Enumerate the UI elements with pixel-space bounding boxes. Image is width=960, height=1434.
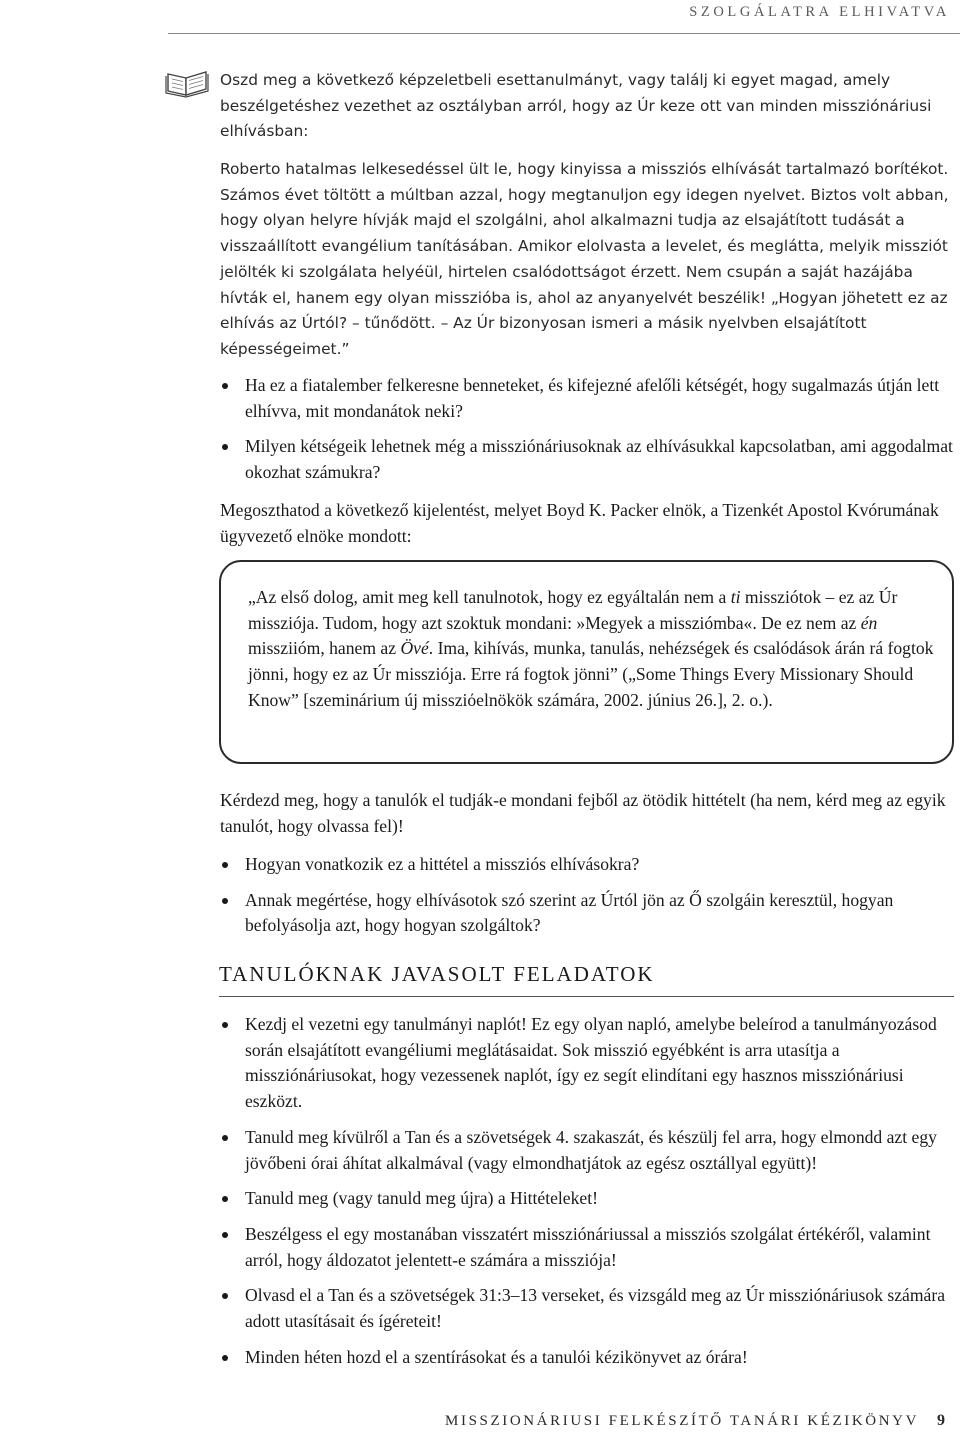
list-item: Ha ez a fiatalember felkeresne benneteket, és kifejezné afelőli kétségét, hogy sugalmazás útján lett elhívva, mit mondanátok neki? [220, 373, 954, 424]
footer-title: MISSZIONÁRIUSI FELKÉSZÍTŐ TANÁRI KÉZIKÖNYV [445, 1413, 919, 1429]
header-rule [168, 33, 960, 34]
quote-part: „Az első dolog, amit meg kell tanulnotok, hogy ez egyáltalán nem a [248, 587, 731, 607]
case-study [220, 157, 954, 363]
quote-emphasis: én [860, 612, 878, 633]
list-item: Beszélgess el egy mostanában visszatért missziónáriussal a missziós szolgálat értékéről, valamint arról, hogy áldozatot jelentett-e számára a missziója! [220, 1222, 954, 1273]
list-item: Olvasd el a Tan és a szövetségek 31:3–13 verseket, és vizsgáld meg az Úr missziónáriusok számára adott utasításait és ígéreteit! [220, 1283, 954, 1334]
ask-text: Kérdezd meg, hogy a tanulók el tudják-e mondani fejből az ötödik hittételt (ha nem, kérd meg az egyik tanulót, hogy olvassa fel)! [220, 790, 946, 836]
questions-list-2 [220, 852, 954, 939]
section-heading: TANULÓKNAK JAVASOLT FELADATOK [219, 962, 655, 986]
quote-text [248, 585, 938, 714]
list-item: Annak megértése, hogy elhívásotok szó szerint az Úrtól jön az Ő szolgáin keresztül, hogyan befolyásolja azt, hogy hogyan szolgáltok? [220, 888, 954, 939]
open-book-icon [164, 64, 210, 98]
quote-part: . Ima, kihívás, munka, tanulás, nehézségek és csalódások árán rá fogtok jönni, hogy ez az Úr missziója. Erre rá fogtok jönni” („Some Things Every Missionary Should Know” [szeminárium új missziόelnökök számára, 2002. június 26.], 2. o.). [248, 638, 934, 710]
list-item: Minden héten hozd el a szentírásokat és a tanulói kézikönyvet az órára! [220, 1345, 954, 1371]
list-item: Kezdj el vezetni egy tanulmányi naplót! Ez egy olyan napló, amelybe beleírod a tanulmányozásod során elsajátított evangéliumi meglátásaidat. Sok misszió egyébként is arra utasítja a missziónáriusokat, hogy vezessenek naplót, így ez segít elindítani egy hasznos missziónáriusi eszközt. [220, 1012, 954, 1115]
instruction-text: Oszd meg a következő képzeletbeli esettanulmányt, vagy találj ki egyet magad, amely beszélgetéshez vezethet az osztályban arról, hogy az Úr keze ott van minden missziónáriusi elhívásban: [220, 71, 932, 141]
running-header: SZOLGÁLATRA ELHIVATVA [689, 4, 950, 20]
ask-paragraph [220, 788, 954, 839]
case-study-text: Roberto hatalmas lelkesedéssel ült le, hogy kinyissa a missziós elhívását tartalmazó borítékot. Számos évet töltött a múltban azzal, hogy megtanuljon egy idegen nyelvet. Biztos volt abban, hogy olyan helyre hívják majd el szolgálni, ahol alkalmazni tudja az elsajátított tudását a visszaállított evangélium tanításában. Amikor elolvasta a levelet, és meglátta, melyik missziót jelölték ki szolgálata helyéül, hirtelen csalódottságot érzett. Nem csupán a saját hazájába hívták el, hanem egy olyan misszióba is, ahol az anyanyelvét beszélik! „Hogyan jöhetett ez az elhívás az Úrtól? – tűnődött. – Az Úr bizonyosan ismeri a másik nyelvben elsajátított képességeimet.” [220, 160, 949, 358]
list-item: Tanuld meg (vagy tanuld meg újra) a Hittételeket! [220, 1186, 954, 1212]
list-item: Milyen kétségeik lehetnek még a missziónáriusoknak az elhívásukkal kapcsolatban, ami aggodalmat okozhat számukra? [220, 434, 954, 485]
questions-list-1 [220, 373, 954, 486]
tasks-list [220, 1012, 954, 1370]
page-number: 9 [937, 1412, 945, 1429]
heading-rule [219, 996, 954, 997]
list-item: Tanuld meg kívülről a Tan és a szövetségek 4. szakaszát, és készülj fel arra, hogy elmondd azt egy jövőbeni órai áhítat alkalmával (vagy elmondhatjátok az egész osztállyal együtt)! [220, 1125, 954, 1176]
quote-emphasis: Övé [400, 638, 429, 659]
share-statement [220, 498, 954, 549]
list-item: Hogyan vonatkozik ez a hittétel a missziós elhívásokra? [220, 852, 954, 878]
quote [248, 585, 938, 714]
intro-instruction [220, 68, 954, 145]
quote-emphasis: ti [730, 587, 741, 607]
share-statement-text: Megoszthatod a következő kijelentést, melyet Boyd K. Packer elnök, a Tizenkét Apostol Kvórumának ügyvezető elnöke mondott: [220, 500, 939, 546]
quote-part: missziióm, hanem az [248, 638, 401, 659]
page-footer [445, 1412, 945, 1430]
quote-part: missziótok – ez az Úr missziója. Tudom, hogy azt szoktuk mondani: »Megyek a missziómba«. De ez nem az [248, 587, 898, 633]
